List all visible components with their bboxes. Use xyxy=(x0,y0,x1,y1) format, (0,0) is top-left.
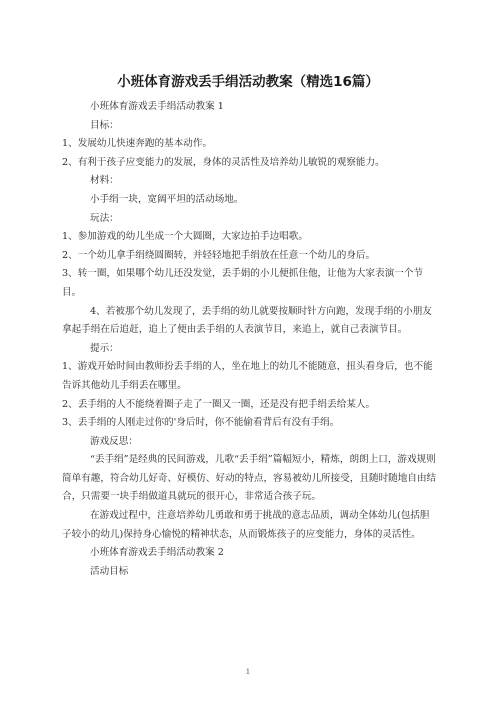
section-heading-1: 小班体育游戏丢手绢活动教案 1 xyxy=(90,101,224,112)
page-number: 1 xyxy=(245,668,251,676)
paragraph-howto-2: 2、一个幼儿拿手绢绕圆圈转，并轻轻地把手绢放在任意一个幼儿的身后。 xyxy=(62,249,376,261)
paragraph-reflection-label: 游戏反思： xyxy=(90,435,138,447)
paragraph-reflection-1: “丢手绢”是经典的民间游戏，儿歌“丢手绢”篇幅短小，精炼，朗朗上口，游戏规则简单有趣，符合幼儿好奇、好模仿、好动的特点，容易被幼儿所接受，且随时随地自由结合，只需要一块手绢做道具就玩的很开心，非常适合孩子玩。 xyxy=(62,454,437,503)
section-heading-2: 小班体育游戏丢手绢活动教案 2 xyxy=(90,547,224,559)
paragraph-tips-2: 2、丢手绢的人不能绕着圈子走了一圈又一圈，还是没有把手绢丢给某人。 xyxy=(62,398,376,410)
paragraph-goal-2: 2、有利于孩子应变能力的发展，身体的灵活性及培养幼儿敏锐的观察能力。 xyxy=(62,156,385,168)
paragraph-howto-1: 1、参加游戏的幼儿坐成一个大圆圈，大家边拍手边唱歌。 xyxy=(62,231,308,243)
document-body xyxy=(62,98,438,581)
paragraph-tips-label: 提示： xyxy=(90,342,119,354)
paragraph-howto-3: 3、转一圈，如果哪个幼儿还没发觉，丢手娟的小儿便抓住他，让他为大家表演一个节目。 xyxy=(62,268,424,298)
paragraph-tips-3: 3、丢手绢的人刚走过你的'身后时，你不能偷看背后有没有手绢。 xyxy=(62,417,340,429)
paragraph-goal-1: 1、发展幼儿快速奔跑的基本动作。 xyxy=(62,138,213,150)
paragraph-materials-label: 材料： xyxy=(90,175,119,187)
paragraph-howto-label: 玩法： xyxy=(90,212,119,224)
paragraph-materials: 小手绢一块，宽阔平坦的活动场地。 xyxy=(90,193,244,205)
paragraph-activity-goal-label: 活动目标 xyxy=(90,565,129,577)
paragraph-reflection-2: 在游戏过程中，注意培养幼儿勇敢和勇于挑战的意志品质，调动全体幼儿(包括胆子较小的幼儿)保持身心愉悦的精神状态，从而锻炼孩子的应变能力，身体的灵活性。 xyxy=(62,510,430,540)
document-title: 小班体育游戏丢手绢活动教案（精选16篇） xyxy=(117,74,379,90)
paragraph-tips-1: 1、游戏开始时间由教师扮丢手绢的人，坐在地上的幼儿不能随意，扭头看身后，也不能告诉其他幼儿手绢丢在哪里。 xyxy=(62,361,433,391)
paragraph-goal-label: 目标： xyxy=(90,119,119,131)
paragraph-howto-4: 4、若被那个幼儿发现了，丢手绢的幼儿就要按顺时针方向跑，发现手绢的小朋友拿起手绢在后追赶，追上了便由丢手绢的人表演节目，来追上，就自己表演节目。 xyxy=(62,305,432,336)
